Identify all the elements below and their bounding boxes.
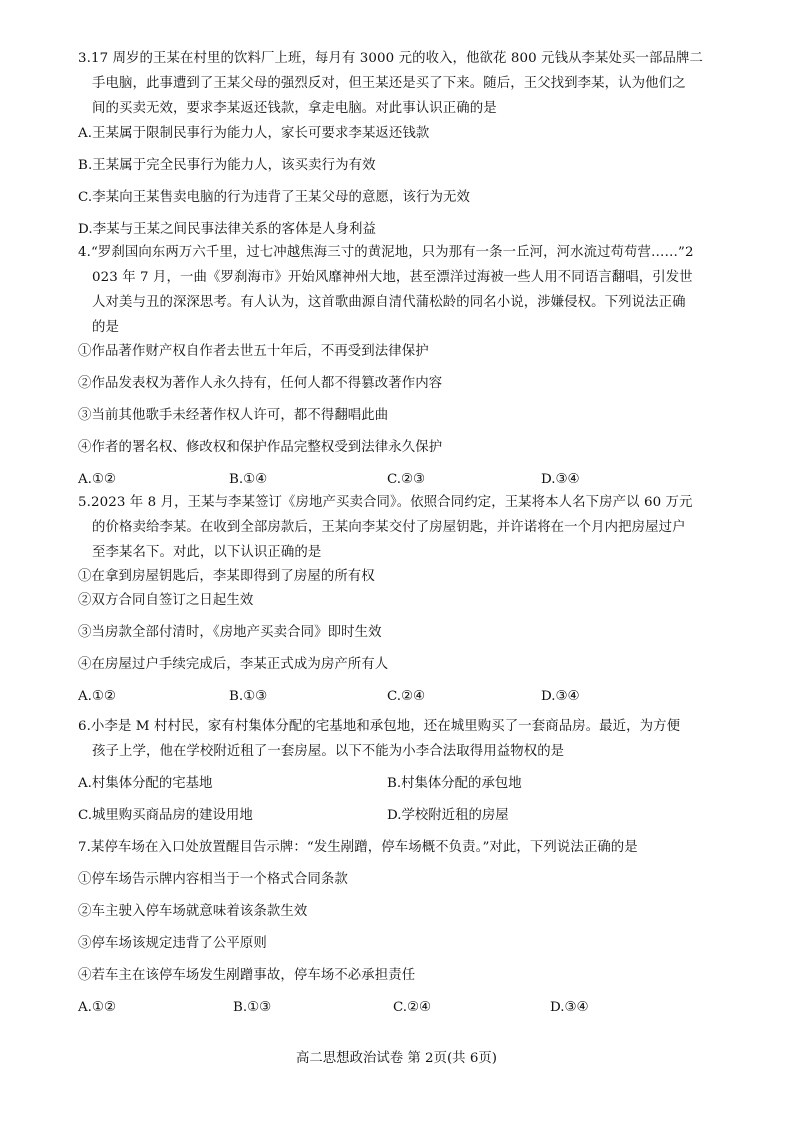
- q7-statement-4: ④若车主在该停车场发生剐蹭事故，停车场不必承担责任: [78, 968, 416, 983]
- q5-stem-line-1: 5.2023 年 8 月，王某与李某签订《房地产买卖合同》。依照合同约定，王某将本人名下房产以 60 万元: [78, 495, 693, 510]
- q4-stem-line-3: 人对美与丑的深深思考。有人认为，这首歌曲源自清代蒲松龄的同名小说，涉嫌侵权。下列说法正确: [92, 295, 686, 310]
- q5-choice-b: B.①③: [229, 689, 268, 704]
- q7-statement-1: ①停车场告示牌内容相当于一个格式合同条款: [78, 872, 348, 887]
- q4-choice-a: A.①②: [78, 472, 116, 487]
- q6-choice-a: A.村集体分配的宅基地: [78, 776, 213, 791]
- q7-choice-b: B.①③: [233, 1000, 272, 1015]
- q7-choice-c: C.②④: [393, 1000, 432, 1015]
- q3-option-b: B.王某属于完全民事行为能力人，该买卖行为有效: [78, 158, 376, 173]
- q4-stem-line-4: 的是: [92, 320, 119, 335]
- q3-stem-line-1: 3.17 周岁的王某在村里的饮料厂上班，每月有 3000 元的收入，他欲花 800 元钱从李某处买一部品牌二: [78, 51, 703, 66]
- q6-choice-c: C.城里购买商品房的建设用地: [78, 808, 253, 823]
- q5-stem-line-3: 至李某名下。对此，以下认识正确的是: [92, 545, 322, 560]
- q3-stem-line-3: 间的买卖无效，要求李某返还钱款，拿走电脑。对此事认识正确的是: [92, 101, 497, 116]
- q6-choice-d: D.学校附近租的房屋: [387, 808, 509, 823]
- q3-option-d: D.李某与王某之间民事法律关系的客体是人身利益: [78, 222, 377, 237]
- q6-stem-line-1: 6.小李是 M 村村民，家有村集体分配的宅基地和承包地，还在城里购买了一套商品房。最近，为方便: [78, 719, 681, 734]
- q7-statement-3: ③停车场该规定违背了公平原则: [78, 936, 267, 951]
- q5-statement-2: ②双方合同自签订之日起生效: [78, 593, 254, 608]
- q5-choice-c: C.②④: [387, 689, 426, 704]
- q4-choice-d: D.③④: [541, 472, 580, 487]
- page-footer: 高二思想政治试卷 第 2页(共 6页): [296, 1051, 497, 1066]
- q7-stem-line-1: 7.某停车场在入口处放置醒目告示牌：“发生剐蹭，停车场概不负责。”对此，下列说法正确的是: [78, 840, 638, 855]
- q7-choice-d: D.③④: [550, 1000, 589, 1015]
- q3-stem-line-2: 手电脑，此事遭到了王某父母的强烈反对，但王某还是买了下来。随后，王父找到李某，认为他们之: [92, 76, 686, 91]
- q7-statement-2: ②车主驶入停车场就意味着该条款生效: [78, 904, 308, 919]
- q6-stem-line-2: 孩子上学，他在学校附近租了一套房屋。以下不能为小李合法取得用益物权的是: [92, 744, 565, 759]
- q4-statement-2: ②作品发表权为著作人永久持有，任何人都不得篡改著作内容: [78, 376, 443, 391]
- q3-option-c: C.李某向王某售卖电脑的行为违背了王某父母的意愿，该行为无效: [78, 190, 470, 205]
- q5-statement-1: ①在拿到房屋钥匙后，李某即得到了房屋的所有权: [78, 569, 375, 584]
- q4-stem-line-1: 4.“罗刹国向东两万六千里，过七冲越焦海三寸的黄泥地，只为那有一条一丘河，河水流过苟苟营……”2: [78, 245, 694, 260]
- q7-choice-a: A.①②: [78, 1000, 116, 1015]
- q3-option-a: A.王某属于限制民事行为能力人，家长可要求李某返还钱款: [78, 126, 430, 141]
- q4-statement-3: ③当前其他歌手未经著作权人许可，都不得翻唱此曲: [78, 408, 389, 423]
- q5-choice-a: A.①②: [78, 689, 116, 704]
- q4-statement-1: ①作品著作财产权自作者去世五十年后，不再受到法律保护: [78, 344, 429, 359]
- q6-choice-b: B.村集体分配的承包地: [387, 776, 522, 791]
- q5-statement-4: ④在房屋过户手续完成后，李某正式成为房产所有人: [78, 657, 389, 672]
- q4-choice-c: C.②③: [387, 472, 426, 487]
- q5-choice-d: D.③④: [541, 689, 580, 704]
- q4-choice-b: B.①④: [229, 472, 268, 487]
- q4-statement-4: ④作者的署名权、修改权和保护作品完整权受到法律永久保护: [78, 440, 443, 455]
- q4-stem-line-2: 023 年 7 月，一曲《罗刹海市》开始风靡神州大地，甚至漂洋过海被一些人用不同语言翻唱，引发世: [92, 270, 693, 285]
- q5-stem-line-2: 的价格卖给李某。在收到全部房款后，王某向李某交付了房屋钥匙，并许诺将在一个月内把房屋过户: [92, 520, 686, 535]
- q5-statement-3: ③当房款全部付清时，《房地产买卖合同》即时生效: [78, 625, 382, 640]
